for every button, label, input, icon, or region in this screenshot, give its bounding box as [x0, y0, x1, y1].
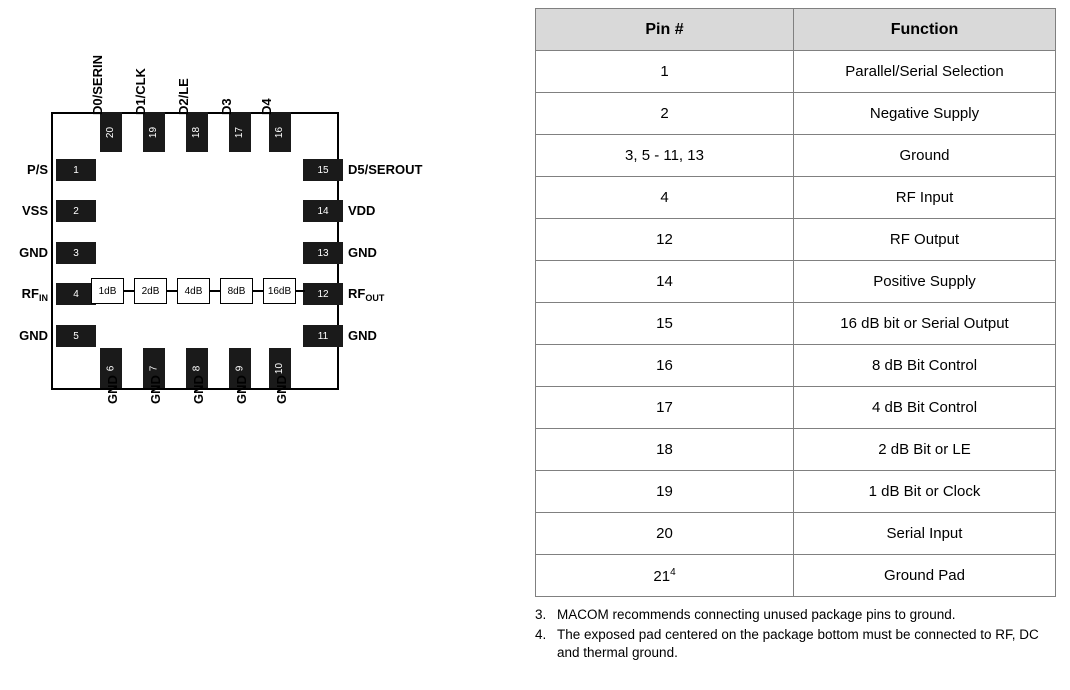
pin-number-12: 12 — [317, 288, 329, 300]
pin-number-1: 1 — [73, 164, 79, 176]
cell-function: Serial Input — [794, 513, 1056, 555]
cell-function: 8 dB Bit Control — [794, 345, 1056, 387]
cell-pin: 15 — [536, 303, 794, 345]
pin-pad-11 — [303, 325, 343, 347]
cell-function: RF Input — [794, 177, 1056, 219]
cell-function: 1 dB Bit or Clock — [794, 471, 1056, 513]
pin-label-ps: P/S — [27, 162, 48, 177]
pin-label-d2-le: D2/LE — [176, 78, 191, 115]
footnote-4 — [535, 626, 1055, 662]
table-row — [536, 261, 1056, 303]
footnotes — [535, 606, 1055, 665]
table-row — [536, 513, 1056, 555]
pin-label-d0-serin: D0/SERIN — [90, 55, 105, 115]
pin-number-4: 4 — [73, 288, 79, 300]
attenuator-block-1db: 1dB — [91, 278, 124, 304]
pin-pad-18 — [186, 112, 208, 152]
pin-number-20: 20 — [105, 126, 117, 138]
pin-label-gnd-6: GND — [105, 375, 120, 404]
pin-number-16: 16 — [274, 126, 286, 138]
table-row — [536, 429, 1056, 471]
pin-number-8: 8 — [191, 365, 203, 371]
pin-label-gnd-8: GND — [191, 375, 206, 404]
cell-pin: 14 — [536, 261, 794, 303]
column-header-function: Function — [794, 9, 1056, 51]
table-row — [536, 345, 1056, 387]
pin-pad-16 — [269, 112, 291, 152]
table-row — [536, 93, 1056, 135]
pin-pad-13 — [303, 242, 343, 264]
pin-label-gnd-10: GND — [274, 375, 289, 404]
footnote-4-text: The exposed pad centered on the package bottom must be connected to RF, DC and thermal ground. — [557, 627, 1039, 661]
pin-number-13: 13 — [317, 247, 329, 259]
pin-pad-20 — [100, 112, 122, 152]
pin-pad-1 — [56, 159, 96, 181]
pin-pad-15 — [303, 159, 343, 181]
pin-label-rf-out: $RF_{OUT}$ — [348, 286, 385, 303]
cell-function: Negative Supply — [794, 93, 1056, 135]
pin-label-gnd-13: GND — [348, 245, 377, 260]
table-row — [536, 135, 1056, 177]
pin-number-11: 11 — [317, 330, 329, 342]
cell-function: 16 dB bit or Serial Output — [794, 303, 1056, 345]
package-pinout-diagram — [0, 0, 520, 690]
pin-number-9: 9 — [234, 365, 246, 371]
footnote-marker: 4 — [670, 566, 676, 578]
pin-label-gnd-5: GND — [19, 328, 48, 343]
pin-label-rf-in: $RF_{IN}$ — [21, 286, 48, 303]
cell-pin: $21^4$ — [536, 555, 794, 597]
pin-pad-4 — [56, 283, 96, 305]
pin-number-6: 6 — [105, 365, 117, 371]
cell-function: RF Output — [794, 219, 1056, 261]
pin-number-3: 3 — [73, 247, 79, 259]
pin-label-d3: D3 — [219, 98, 234, 115]
cell-function: 4 dB Bit Control — [794, 387, 1056, 429]
cell-pin: 12 — [536, 219, 794, 261]
pin-number-7: 7 — [148, 365, 160, 371]
pin-label-d5-serout: D5/SEROUT — [348, 162, 423, 177]
table-row — [536, 177, 1056, 219]
pin-number-15: 15 — [317, 164, 329, 176]
column-header-pin-number: Pin # — [536, 9, 794, 51]
footnote-3 — [535, 606, 1055, 624]
table-row — [536, 387, 1056, 429]
table-row — [536, 51, 1056, 93]
pin-number-10: 10 — [274, 362, 286, 374]
cell-function: Ground — [794, 135, 1056, 177]
pin-number-19: 19 — [148, 126, 160, 138]
signal-wire-out — [296, 290, 305, 292]
pin-pad-14 — [303, 200, 343, 222]
pin-label-d4: D4 — [259, 98, 274, 115]
pin-label-gnd-11: GND — [348, 328, 377, 343]
pin-number-17: 17 — [234, 126, 246, 138]
cell-pin: 2 — [536, 93, 794, 135]
cell-function: Parallel/Serial Selection — [794, 51, 1056, 93]
pin-pad-19 — [143, 112, 165, 152]
pin-pad-17 — [229, 112, 251, 152]
pin-label-gnd-9: GND — [234, 375, 249, 404]
pin-label-vss: VSS — [21, 203, 48, 218]
cell-pin: 3, 5 - 11, 13 — [536, 135, 794, 177]
pin-number-5: 5 — [73, 330, 79, 342]
cell-function: Positive Supply — [794, 261, 1056, 303]
attenuator-block-2db: 2dB — [134, 278, 167, 304]
pin-label-gnd-7: GND — [148, 375, 163, 404]
pin-pad-5 — [56, 325, 96, 347]
attenuator-block-4db: 4dB — [177, 278, 210, 304]
cell-pin: 19 — [536, 471, 794, 513]
pin-number-14: 14 — [317, 205, 329, 217]
pin-pad-12 — [303, 283, 343, 305]
pin-label-vdd: VDD — [348, 203, 376, 218]
table-row — [536, 471, 1056, 513]
pin-number-2: 2 — [73, 205, 79, 217]
table-row — [536, 219, 1056, 261]
footnote-3-number: 3. — [535, 607, 547, 622]
cell-pin: 20 — [536, 513, 794, 555]
cell-function: Ground Pad — [794, 555, 1056, 597]
pin-label-gnd-3: GND — [19, 245, 48, 260]
cell-function: 2 dB Bit or LE — [794, 429, 1056, 471]
table-header-row — [536, 9, 1056, 51]
pin-function-table — [535, 8, 1056, 597]
cell-pin: 4 — [536, 177, 794, 219]
table-row — [536, 303, 1056, 345]
cell-pin: 17 — [536, 387, 794, 429]
attenuator-block-16db: 16dB — [263, 278, 296, 304]
pin-number-18: 18 — [191, 126, 203, 138]
attenuator-block-8db: 8dB — [220, 278, 253, 304]
pin-label-d1-clk: D1/CLK — [133, 68, 148, 115]
footnote-4-number: 4. — [535, 627, 547, 643]
cell-pin: 18 — [536, 429, 794, 471]
table-row — [536, 555, 1056, 597]
footnote-3-text: MACOM recommends connecting unused package pins to ground. — [557, 607, 956, 622]
pin-pad-2 — [56, 200, 96, 222]
pin-pad-3 — [56, 242, 96, 264]
cell-pin: 16 — [536, 345, 794, 387]
cell-pin: 1 — [536, 51, 794, 93]
